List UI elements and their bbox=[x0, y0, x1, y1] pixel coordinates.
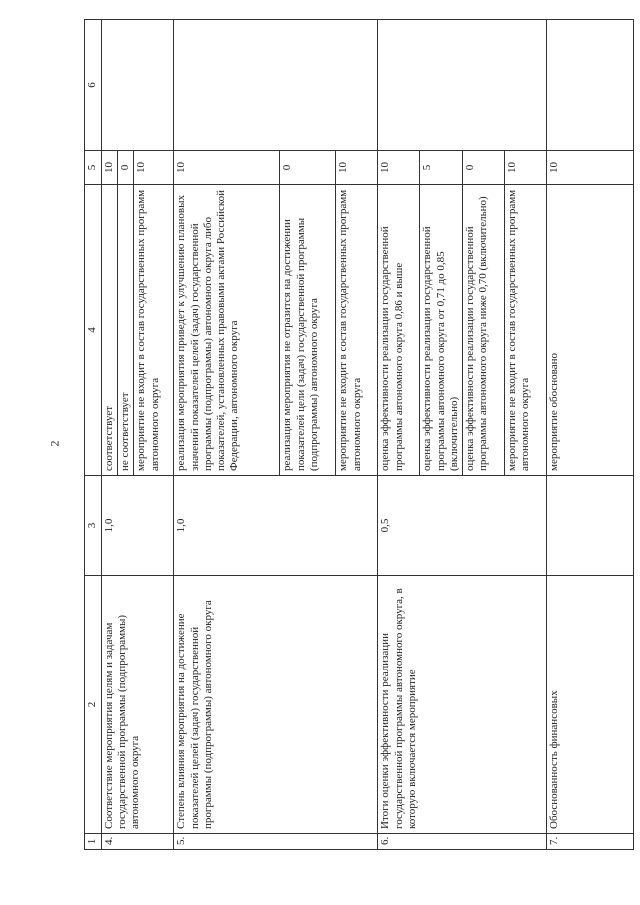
option-score: 10 bbox=[504, 151, 546, 185]
option-text: мероприятие не входит в состав государственных программ автономного округа bbox=[504, 185, 546, 476]
row-number: 5. bbox=[174, 834, 378, 850]
table-row bbox=[174, 20, 280, 850]
option-score: 5 bbox=[420, 151, 463, 185]
header-cell: 2 bbox=[85, 576, 102, 834]
criterion-weight: 1,0 bbox=[174, 476, 378, 576]
criterion-name: Итоги оценки эффективности реализации государственной программы автономного округа, в которую включается мероприятие bbox=[378, 576, 547, 834]
table-row bbox=[378, 20, 420, 850]
table-row bbox=[102, 20, 118, 850]
criterion-weight: 0,5 bbox=[378, 476, 547, 576]
option-text: реализация мероприятия приведет к улучшению плановых значений показателей целей (задач) государственной программы (подпрограммы) автономного округа либо показателей, установленных правовыми актами Российской Федерации, автономного округа bbox=[174, 185, 280, 476]
header-cell: 3 bbox=[85, 476, 102, 576]
option-score: 10 bbox=[102, 151, 118, 185]
option-text: мероприятие не входит в состав государственных программ автономного округа bbox=[336, 185, 378, 476]
option-text: оценка эффективности реализации государственной программы автономного округа 0,86 и выше bbox=[378, 185, 420, 476]
criterion-weight: 1,0 bbox=[102, 476, 174, 576]
row-number: 4. bbox=[102, 834, 174, 850]
option-score: 0 bbox=[118, 151, 134, 185]
header-cell: 1 bbox=[85, 834, 102, 850]
header-row bbox=[85, 20, 102, 850]
header-cell: 6 bbox=[85, 20, 102, 151]
option-text: мероприятие не входит в состав государственных программ автономного округа bbox=[134, 185, 174, 476]
option-text: оценка эффективности реализации государственной программы автономного округа от 0,71 до 0,85 (включительно) bbox=[420, 185, 463, 476]
option-score: 0 bbox=[462, 151, 504, 185]
notes-cell bbox=[174, 20, 378, 151]
option-text: реализация мероприятия не отразится на достижении показателей цели (задач) государственной программы (подпрограммы) автономного округа bbox=[280, 185, 336, 476]
option-text: оценка эффективности реализации государственной программы автономного округа ниже 0,70 (включительно) bbox=[462, 185, 504, 476]
criteria-table-rotated bbox=[84, 20, 634, 850]
option-score: 10 bbox=[546, 151, 633, 185]
notes-cell bbox=[102, 20, 174, 151]
page-number: 2 bbox=[47, 440, 62, 447]
option-score: 0 bbox=[280, 151, 336, 185]
criterion-name: Степень влияния мероприятия на достижение показателей целей (задач) государственной программы (подпрограммы) автономного округа bbox=[174, 576, 378, 834]
option-score: 10 bbox=[174, 151, 280, 185]
option-score: 10 bbox=[336, 151, 378, 185]
notes-cell bbox=[546, 20, 633, 151]
header-cell: 4 bbox=[85, 185, 102, 476]
row-number: 7. bbox=[546, 834, 633, 850]
row-number: 6. bbox=[378, 834, 547, 850]
criteria-table bbox=[84, 19, 634, 850]
option-text: соответствует bbox=[102, 185, 118, 476]
criterion-name: Обоснованность финансовых bbox=[546, 576, 633, 834]
header-cell: 5 bbox=[85, 151, 102, 185]
notes-cell bbox=[378, 20, 547, 151]
option-text: не соответствует bbox=[118, 185, 134, 476]
criterion-name: Соответствие мероприятия целям и задачам государственной программы (подпрограммы) автономного округа bbox=[102, 576, 174, 834]
option-text: мероприятие обосновано bbox=[546, 185, 633, 476]
criterion-weight bbox=[546, 476, 633, 576]
option-score: 10 bbox=[378, 151, 420, 185]
table-row bbox=[546, 20, 633, 850]
option-score: 10 bbox=[134, 151, 174, 185]
